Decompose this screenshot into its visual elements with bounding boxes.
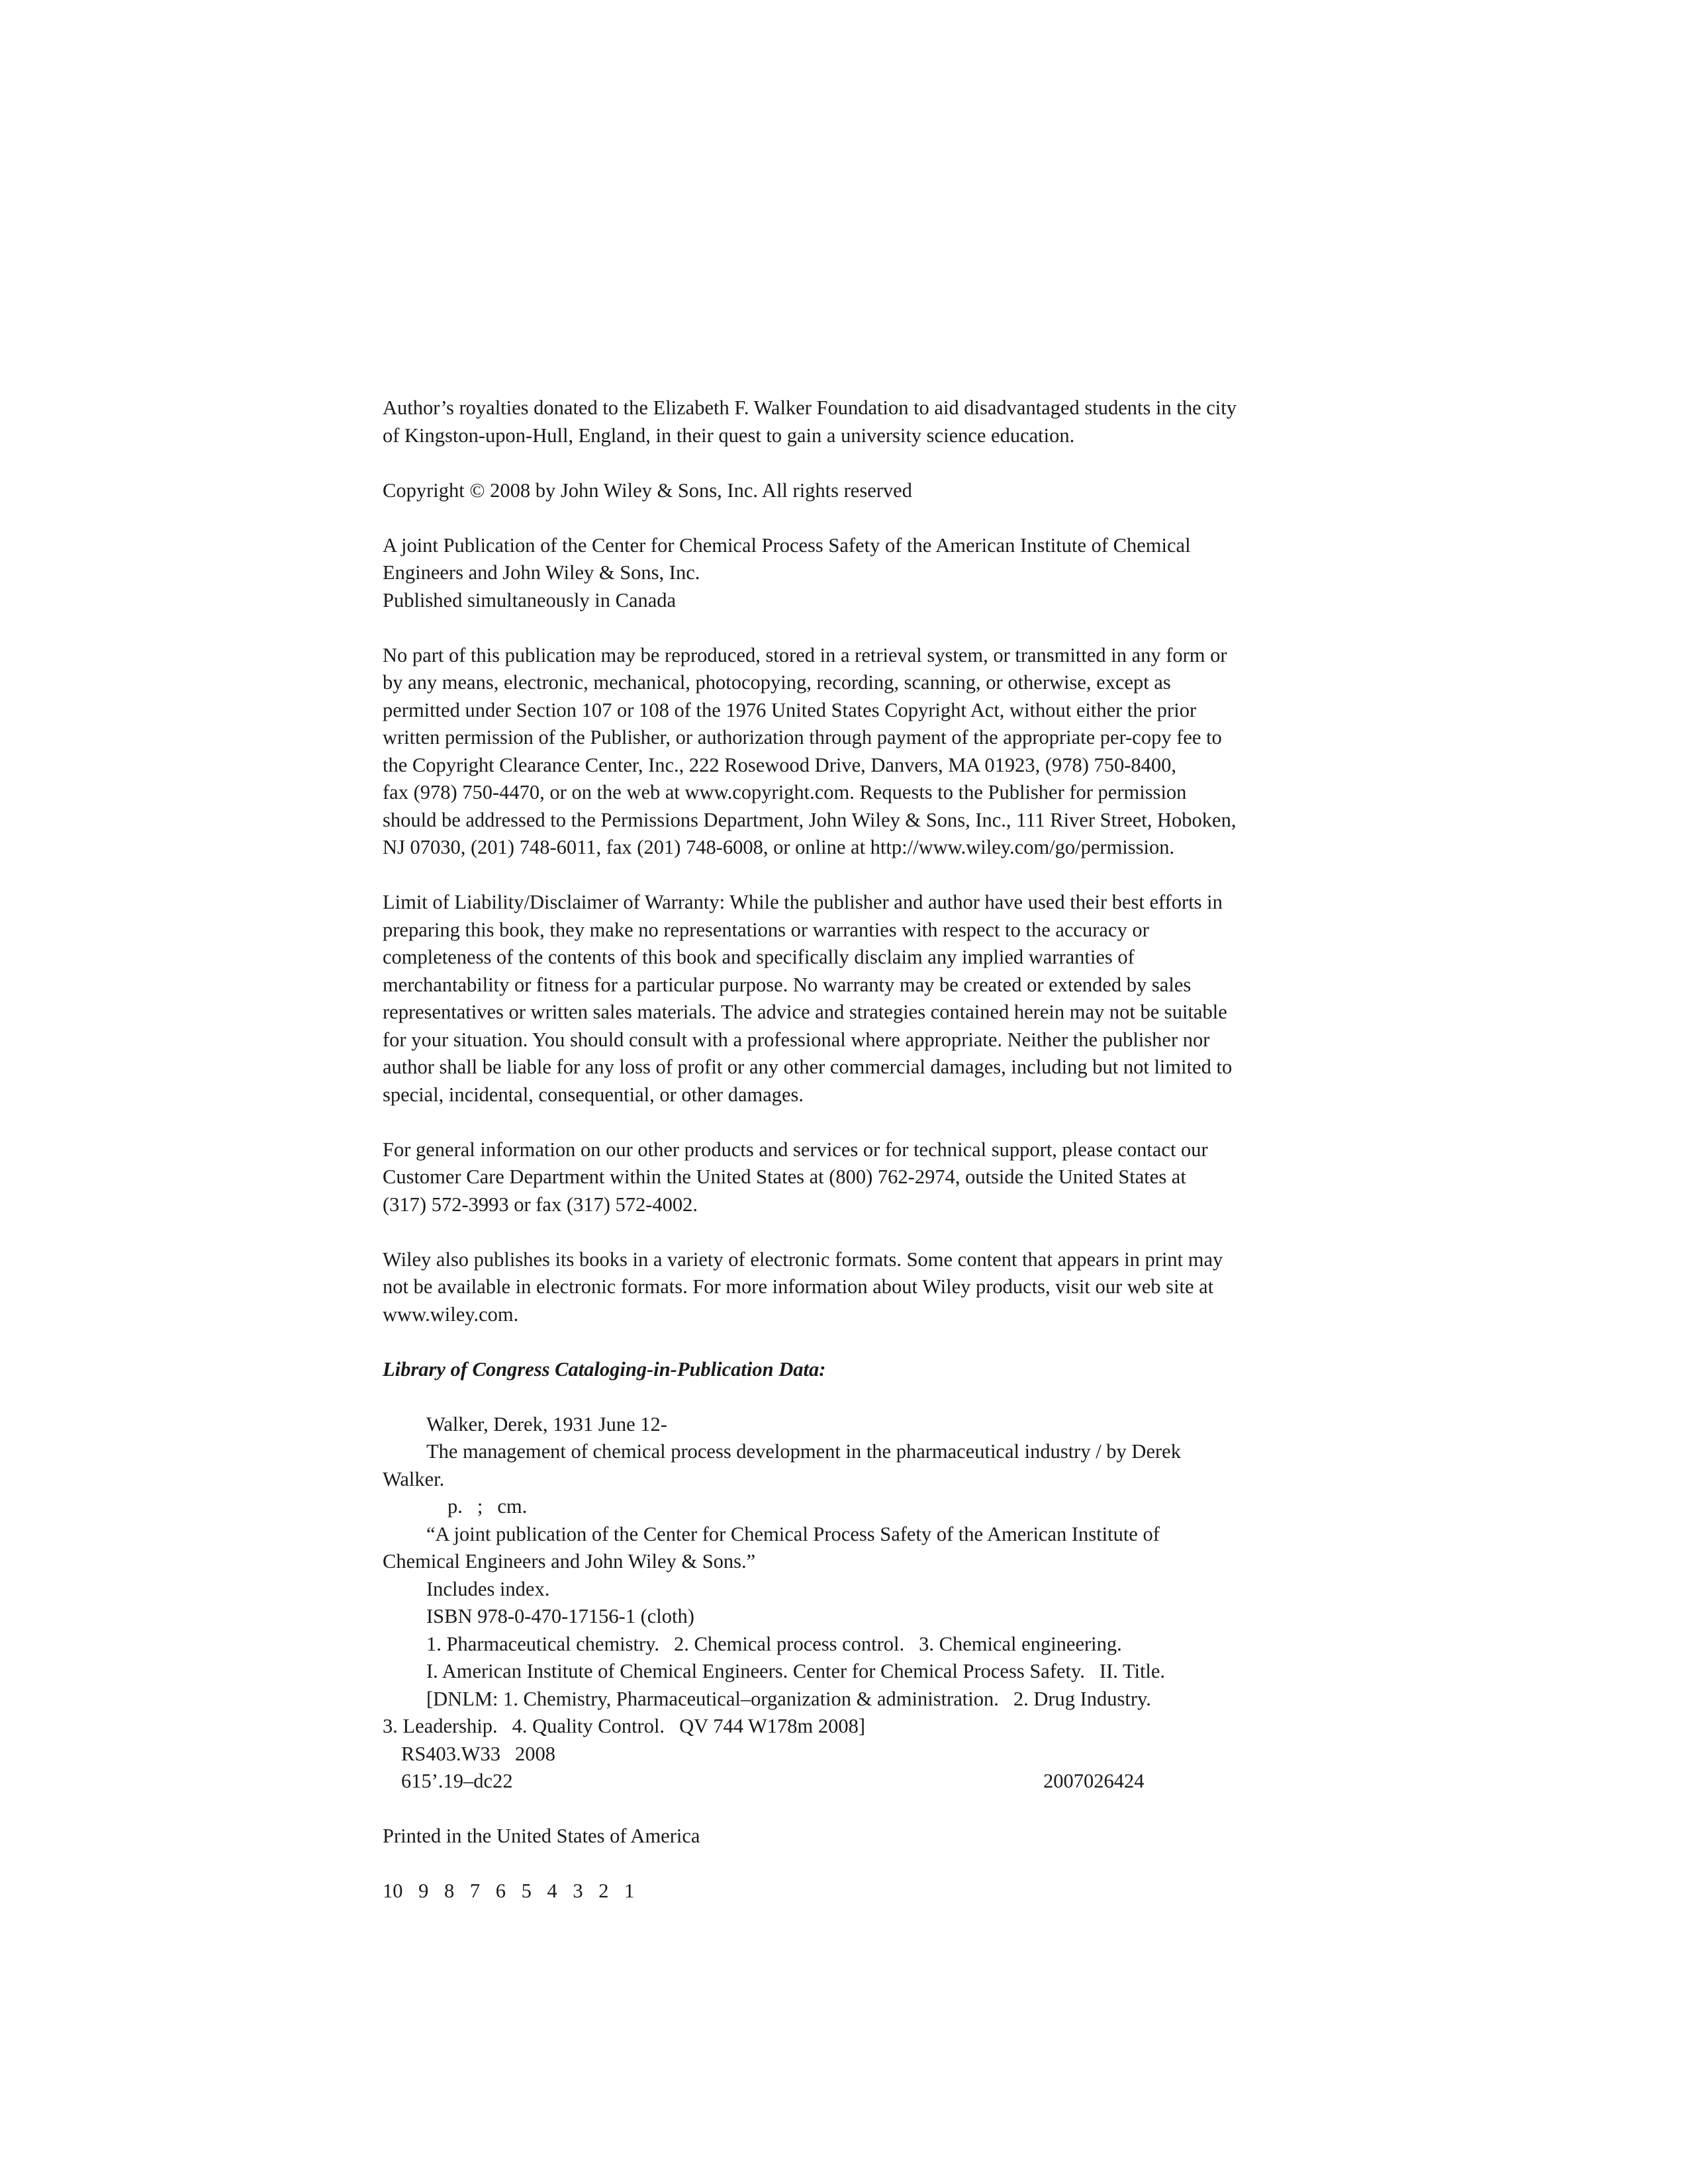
cip-dnlm-continued: [383, 1713, 1323, 1741]
cip-heading: Library of Congress Cataloging-in-Publication Data:: [383, 1357, 826, 1381]
permissions-paragraph: [383, 642, 1323, 862]
text-line: (317) 572-3993 or fax (317) 572-4002.: [383, 1193, 698, 1216]
text-line: author shall be liable for any loss of profit or any other commercial damages, including but not limited to: [383, 1056, 1233, 1078]
cip-subject: 3. Chemical engineering.: [919, 1632, 1122, 1655]
cip-isbn: ISBN 978-0-470-17156-1 (cloth): [426, 1605, 694, 1627]
text-line: of Kingston-upon-Hull, England, in their quest to gain a university science education.: [383, 424, 1075, 447]
text-line: permitted under Section 107 or 108 of the 1976 United States Copyright Act, without either the prior: [383, 698, 1197, 721]
copyright-page: [383, 394, 1323, 1905]
cip-dnlm-part: 4. Quality Control.: [512, 1715, 665, 1737]
cip-dewey-row: [383, 1768, 1323, 1796]
cip-dnlm-part: QV 744 W178m 2008]: [679, 1715, 866, 1737]
text-line: NJ 07030, (201) 748-6011, fax (201) 748-6008, or online at http://www.wiley.com/go/permission.: [383, 836, 1175, 858]
liability-disclaimer: [383, 889, 1323, 1109]
text-line: completeness of the contents of this book and specifically disclaim any implied warranties of: [383, 946, 1135, 968]
text-line: Customer Care Department within the United States at (800) 762-2974, outside the United States at: [383, 1165, 1186, 1188]
printer-key-number: 5: [521, 1880, 532, 1902]
text-line: www.wiley.com.: [383, 1302, 519, 1326]
text-line: For general information on our other products and services or for technical support, please contact our: [383, 1138, 1208, 1161]
text-line: representatives or written sales materials. The advice and strategies contained herein may not be suitable: [383, 1001, 1227, 1023]
text-line: by any means, electronic, mechanical, photocopying, recording, scanning, or otherwise, except as: [383, 671, 1171, 694]
cip-lc-call-number: [383, 1741, 1323, 1768]
text-line: Wiley also publishes its books in a variety of electronic formats. Some content that appears in print may: [383, 1248, 1223, 1271]
cip-pages: p.: [447, 1495, 463, 1518]
text-line: not be available in electronic formats. For more information about Wiley products, visit our web site at: [383, 1275, 1214, 1298]
joint-publication-note: [383, 532, 1323, 615]
text-line: Printed in the United States of America: [383, 1825, 700, 1847]
text-line: Author’s royalties donated to the Elizabeth F. Walker Foundation to aid disadvantaged students in the city: [383, 396, 1237, 419]
printer-key-number: 7: [469, 1880, 481, 1902]
cip-title-continued: Walker.: [383, 1467, 445, 1490]
printer-key-number: 8: [444, 1880, 455, 1902]
electronic-formats-paragraph: [383, 1246, 1323, 1329]
cip-author: Walker, Derek, 1931 June 12-: [426, 1412, 667, 1435]
printer-key-number: 6: [495, 1880, 506, 1902]
text-line: for your situation. You should consult with a professional where appropriate. Neither the publisher nor: [383, 1028, 1210, 1051]
cip-title: The management of chemical process development in the pharmaceutical industry / by Derek: [426, 1440, 1181, 1463]
text-line: written permission of the Publisher, or authorization through payment of the appropriate per-copy fee to: [383, 726, 1222, 749]
text-line: should be addressed to the Permissions Department, John Wiley & Sons, Inc., 111 River Street, Hoboken,: [383, 808, 1237, 831]
cip-block: [383, 1411, 1323, 1796]
cip-lccn: 2007026424: [1043, 1770, 1145, 1792]
support-contact-paragraph: [383, 1136, 1323, 1219]
text-line: Copyright © 2008 by John Wiley & Sons, Inc. All rights reserved: [383, 478, 912, 502]
cip-subjects: [383, 1631, 1323, 1659]
printed-location: [383, 1823, 1323, 1850]
cip-physical-description: [383, 1493, 1323, 1521]
printer-key-number: 4: [547, 1880, 557, 1902]
printer-key-number: 3: [573, 1880, 583, 1902]
cip-dnlm-part: [DNLM: 1. Chemistry, Pharmaceutical–organization & administration.: [426, 1687, 999, 1710]
printer-key-number: 10: [383, 1880, 403, 1902]
cip-dewey: 615’.19–dc22: [401, 1770, 513, 1792]
cip-dnlm-part: 2. Drug Industry.: [1013, 1687, 1151, 1710]
cip-note: “A joint publication of the Center for Chemical Process Safety of the American Institute of: [426, 1522, 1160, 1545]
cip-added-entries: [383, 1658, 1323, 1686]
cip-added-entry: II. Title.: [1099, 1660, 1166, 1682]
text-line: No part of this publication may be reproduced, stored in a retrieval system, or transmitted in any form or: [383, 643, 1227, 666]
cip-cm: cm.: [497, 1495, 528, 1518]
text-line: preparing this book, they make no representations or warranties with respect to the accuracy or: [383, 918, 1149, 941]
cip-note-continued: Chemical Engineers and John Wiley & Sons.”: [383, 1550, 756, 1572]
copyright-notice: [383, 477, 1323, 505]
cip-added-entry: I. American Institute of Chemical Engineers. Center for Chemical Process Safety.: [426, 1660, 1085, 1682]
text-line: fax (978) 750-4470, or on the web at www.copyright.com. Requests to the Publisher for permission: [383, 781, 1187, 803]
text-line: the Copyright Clearance Center, Inc., 222 Rosewood Drive, Danvers, MA 01923, (978) 750-8400,: [383, 753, 1177, 776]
printer-key-number: 2: [598, 1880, 609, 1902]
cip-dnlm: [383, 1686, 1323, 1713]
cip-subject: 1. Pharmaceutical chemistry.: [426, 1632, 660, 1655]
cip-includes-index: Includes index.: [426, 1577, 550, 1600]
royalties-note: [383, 394, 1323, 449]
cip-dnlm-part: 3. Leadership.: [383, 1715, 498, 1737]
cip-semicolon: ;: [477, 1495, 483, 1518]
text-line: A joint Publication of the Center for Chemical Process Safety of the American Institute of Chemical: [383, 533, 1191, 557]
printer-key-number: 1: [624, 1880, 635, 1902]
text-line: Engineers and John Wiley & Sons, Inc.: [383, 561, 700, 584]
text-line: Published simultaneously in Canada: [383, 588, 677, 612]
printer-key-number: 9: [418, 1880, 429, 1902]
cip-subject: 2. Chemical process control.: [674, 1632, 905, 1655]
cip-lc-year: 2008: [514, 1742, 555, 1765]
text-line: special, incidental, consequential, or other damages.: [383, 1083, 804, 1106]
printer-key: [383, 1878, 1323, 1905]
text-line: merchantability or fitness for a particular purpose. No warranty may be created or extended by sales: [383, 973, 1192, 996]
cip-lc-class: RS403.W33: [401, 1742, 500, 1765]
text-line: Limit of Liability/Disclaimer of Warranty: While the publisher and author have used their best efforts in: [383, 891, 1223, 913]
